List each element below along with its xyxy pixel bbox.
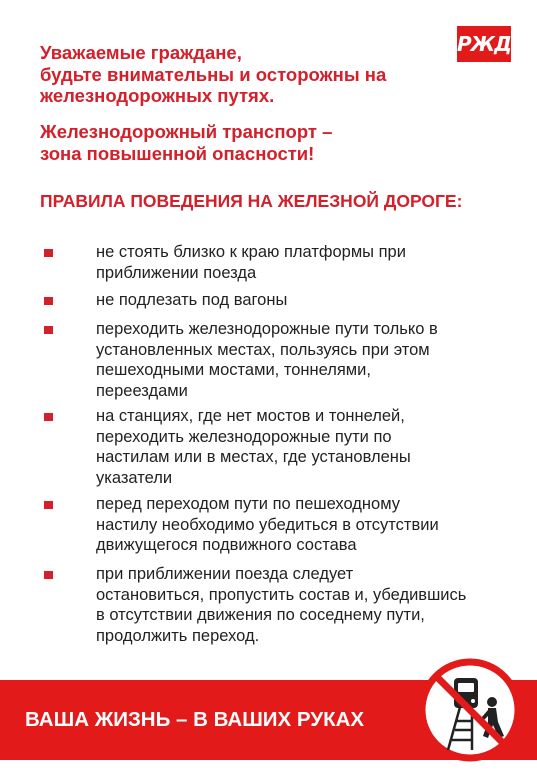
bullet-icon <box>44 501 53 509</box>
rule-text <box>96 564 496 646</box>
rule-text <box>96 242 496 283</box>
bullet-icon <box>44 326 53 334</box>
rule-text <box>96 290 496 311</box>
rule-line: переходить железнодорожные пути по <box>96 427 392 446</box>
rule-line: движущегося подвижного состава <box>96 536 357 554</box>
heading-line: железнодорожных путях. <box>40 85 275 106</box>
rule-text <box>96 494 496 556</box>
rule-line: установленных местах, пользуясь при этом <box>96 340 430 359</box>
rule-line: настилу необходимо убедиться в отсутствии <box>96 515 439 534</box>
greeting-heading <box>40 42 460 107</box>
rule-line: не подлезать под вагоны <box>96 291 288 309</box>
rule-line: продолжить переход. <box>96 626 260 645</box>
bullet-icon <box>44 249 53 257</box>
rule-line: в отсутствии движения по соседнему пути, <box>96 606 425 624</box>
heading-line: будьте внимательны и осторожны на <box>40 63 387 85</box>
rule-line: настилам или в местах, где установлены <box>96 448 411 466</box>
rule-line: приближении поезда <box>96 263 257 282</box>
rule-line: не стоять близко к краю платформы при <box>96 243 406 261</box>
rule-line: переездами <box>96 381 188 400</box>
rzd-logo-text: РЖД <box>457 32 511 56</box>
rule-line: на станциях, где нет мостов и тоннелей, <box>96 407 405 425</box>
rule-line: остановиться, пропустить состав и, убедившись <box>96 585 467 604</box>
danger-heading <box>40 121 460 164</box>
rule-line: переходить железнодорожные пути только в <box>96 320 438 338</box>
heading-line: Уважаемые граждане, <box>40 42 242 63</box>
rzd-logo <box>457 26 511 62</box>
bullet-icon <box>44 297 53 305</box>
no-crossing-in-front-of-train-sign <box>418 658 522 762</box>
heading-line: зона повышенной опасности! <box>40 142 315 164</box>
footer-slogan: ВАША ЖИЗНЬ – В ВАШИХ РУКАХ <box>25 708 365 731</box>
bullet-icon <box>44 413 53 421</box>
rule-line: при приближении поезда следует <box>96 565 354 583</box>
rules-title: ПРАВИЛА ПОВЕДЕНИЯ НА ЖЕЛЕЗНОЙ ДОРОГЕ: <box>40 191 463 211</box>
heading-line: Железнодорожный транспорт – <box>40 121 333 142</box>
rule-line: пешеходными мостами, тоннелями, <box>96 361 371 379</box>
rule-text <box>96 319 496 401</box>
rule-line: указатели <box>96 468 173 487</box>
rule-line: перед переходом пути по пешеходному <box>96 495 401 513</box>
rule-text <box>96 406 496 488</box>
bullet-icon <box>44 571 53 579</box>
